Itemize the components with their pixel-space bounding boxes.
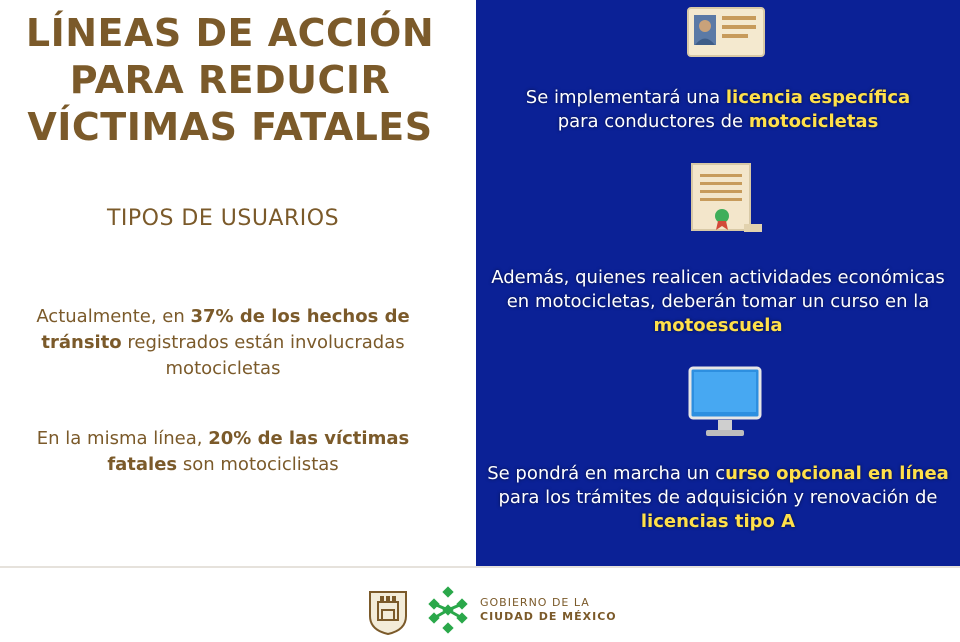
left-panel [0,0,476,566]
title-line-1: LÍNEAS DE ACCIÓN [25,11,435,55]
footer [0,566,960,642]
title-line-3: VÍCTIMAS FATALES [27,105,433,149]
item3-text-c: para los trámites de adquisición y renovación de [498,487,938,508]
item1-highlight-1: licencia específica [725,87,911,108]
government-line-2: CIUDAD DE MÉXICO [480,610,617,623]
cdmx-logo-icon [424,586,472,636]
coat-of-arms-icon [366,586,410,636]
item2-highlight-1: motoescuela [653,315,783,336]
action-item-3 [486,462,950,534]
computer-monitor-icon [688,366,762,440]
item3-highlight-1: urso opcional en línea [725,463,949,484]
stat-paragraph-1 [0,304,446,382]
page-title [0,10,460,151]
stat1-text-c: registrados están involucradas motocicletas [121,332,405,379]
id-card-icon [686,6,766,58]
government-line-1: GOBIERNO DE LA [480,596,590,609]
stat-paragraph-2 [0,426,446,478]
right-panel [476,0,960,566]
government-name [480,596,617,624]
item1-text-a: Se implementará una [525,87,726,108]
item1-text-c: para conductores de [557,111,749,132]
stat1-text-a: Actualmente, en [36,306,191,327]
item3-text-a: Se pondrá en marcha un c [487,463,726,484]
certificate-scroll-icon [686,162,766,238]
stat2-text-a: En la misma línea, [36,428,209,449]
action-item-2 [486,266,950,338]
action-item-1 [486,86,950,134]
item3-highlight-2: licencias tipo A [640,511,796,532]
item1-highlight-2: motocicletas [748,111,879,132]
title-line-2: PARA REDUCIR [69,58,391,102]
stat2-text-c: son motociclistas [177,454,339,475]
item2-text-a: Además, quienes realicen actividades económicas en motocicletas, deberán tomar un curso en la [491,267,945,312]
stat2-highlight: 20% de las víctimas fatales [107,428,410,475]
stat1-highlight: 37% de los hechos de tránsito [41,306,410,353]
section-subtitle: TIPOS DE USUARIOS [106,206,340,231]
